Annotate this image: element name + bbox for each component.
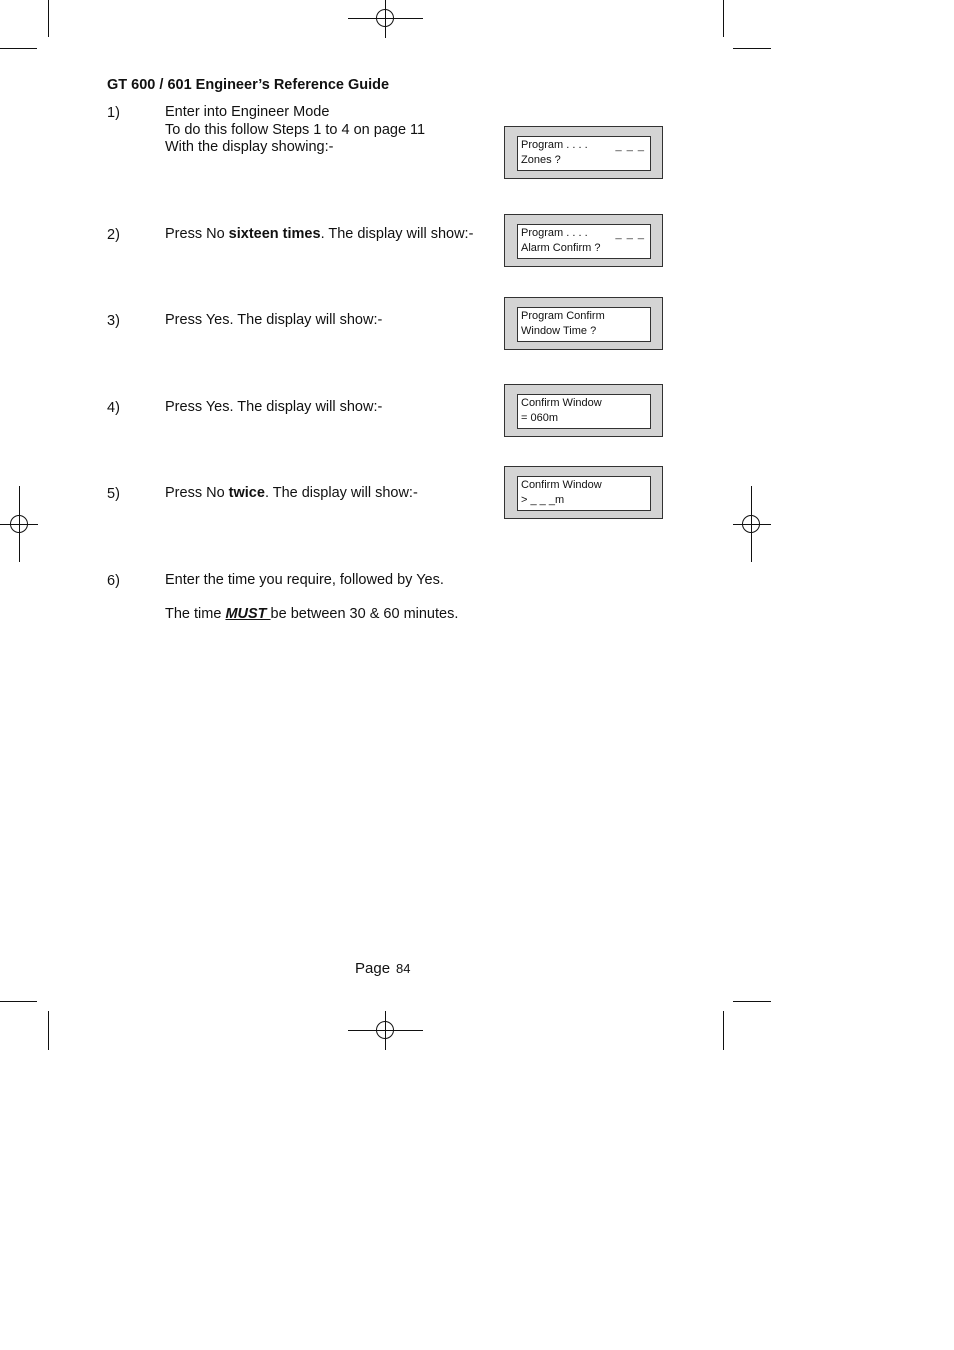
- lcd-line-2: Window Time ?: [521, 325, 597, 337]
- lcd-line-1: Program . . . .: [521, 227, 588, 239]
- step-number: 2): [107, 227, 120, 243]
- lcd-screen: [517, 224, 651, 259]
- page-number: [355, 960, 411, 977]
- step-number: 4): [107, 400, 120, 416]
- lcd-screen: [517, 136, 651, 171]
- lcd-cursor-dashes: _ _ _: [615, 140, 645, 152]
- text-run: Press No: [165, 226, 229, 242]
- step-4-text: Press Yes. The display will show:-: [165, 399, 383, 415]
- lcd-line-2: Alarm Confirm ?: [521, 242, 601, 254]
- text-run: . The display will show:-: [320, 226, 474, 242]
- step-number: 5): [107, 486, 120, 502]
- step-3-text: Press Yes. The display will show:-: [165, 312, 383, 328]
- text-run: Press No: [165, 485, 229, 501]
- lcd-line-2: Zones ?: [521, 154, 561, 166]
- step-number: 3): [107, 313, 120, 329]
- lcd-display: [504, 466, 663, 519]
- step-number: 1): [107, 105, 120, 121]
- step-5-text: [165, 485, 418, 503]
- text-run: The time: [165, 606, 226, 622]
- page-label: Page: [355, 960, 391, 977]
- step-1-line: With the display showing:-: [165, 139, 334, 155]
- text-run: be between 30 & 60 minutes.: [270, 606, 459, 622]
- must-emphasis: MUST: [225, 606, 271, 622]
- page-number-value: 84: [396, 961, 411, 976]
- lcd-display: [504, 126, 663, 179]
- lcd-display: [504, 297, 663, 350]
- lcd-screen: [517, 307, 651, 342]
- text-run: . The display will show:-: [264, 485, 418, 501]
- emphasis: sixteen times: [228, 226, 321, 242]
- lcd-line-1: Program . . . .: [521, 139, 588, 151]
- lcd-display: [504, 214, 663, 267]
- step-1-line: Enter into Engineer Mode: [165, 104, 330, 120]
- step-number: 6): [107, 573, 120, 589]
- lcd-screen: [517, 476, 651, 511]
- lcd-line-1: Program Confirm: [521, 310, 605, 322]
- lcd-cursor-dashes: _ _ _: [615, 228, 645, 240]
- lcd-line-2: > _ _ _m: [521, 494, 565, 506]
- lcd-screen: [517, 394, 651, 429]
- emphasis: twice: [228, 485, 265, 501]
- lcd-line-1: Confirm Window: [521, 397, 602, 409]
- page-title: GT 600 / 601 Engineer’s Reference Guide: [107, 77, 390, 93]
- step-6-text: Enter the time you require, followed by Yes.: [165, 572, 444, 588]
- lcd-line-1: Confirm Window: [521, 479, 602, 491]
- lcd-line-2: = 060m: [521, 412, 558, 424]
- step-1-text: [165, 104, 425, 157]
- lcd-display: [504, 384, 663, 437]
- step-6-note: [165, 606, 458, 624]
- step-1-line: To do this follow Steps 1 to 4 on page 11: [165, 121, 426, 138]
- step-2-text: [165, 226, 473, 244]
